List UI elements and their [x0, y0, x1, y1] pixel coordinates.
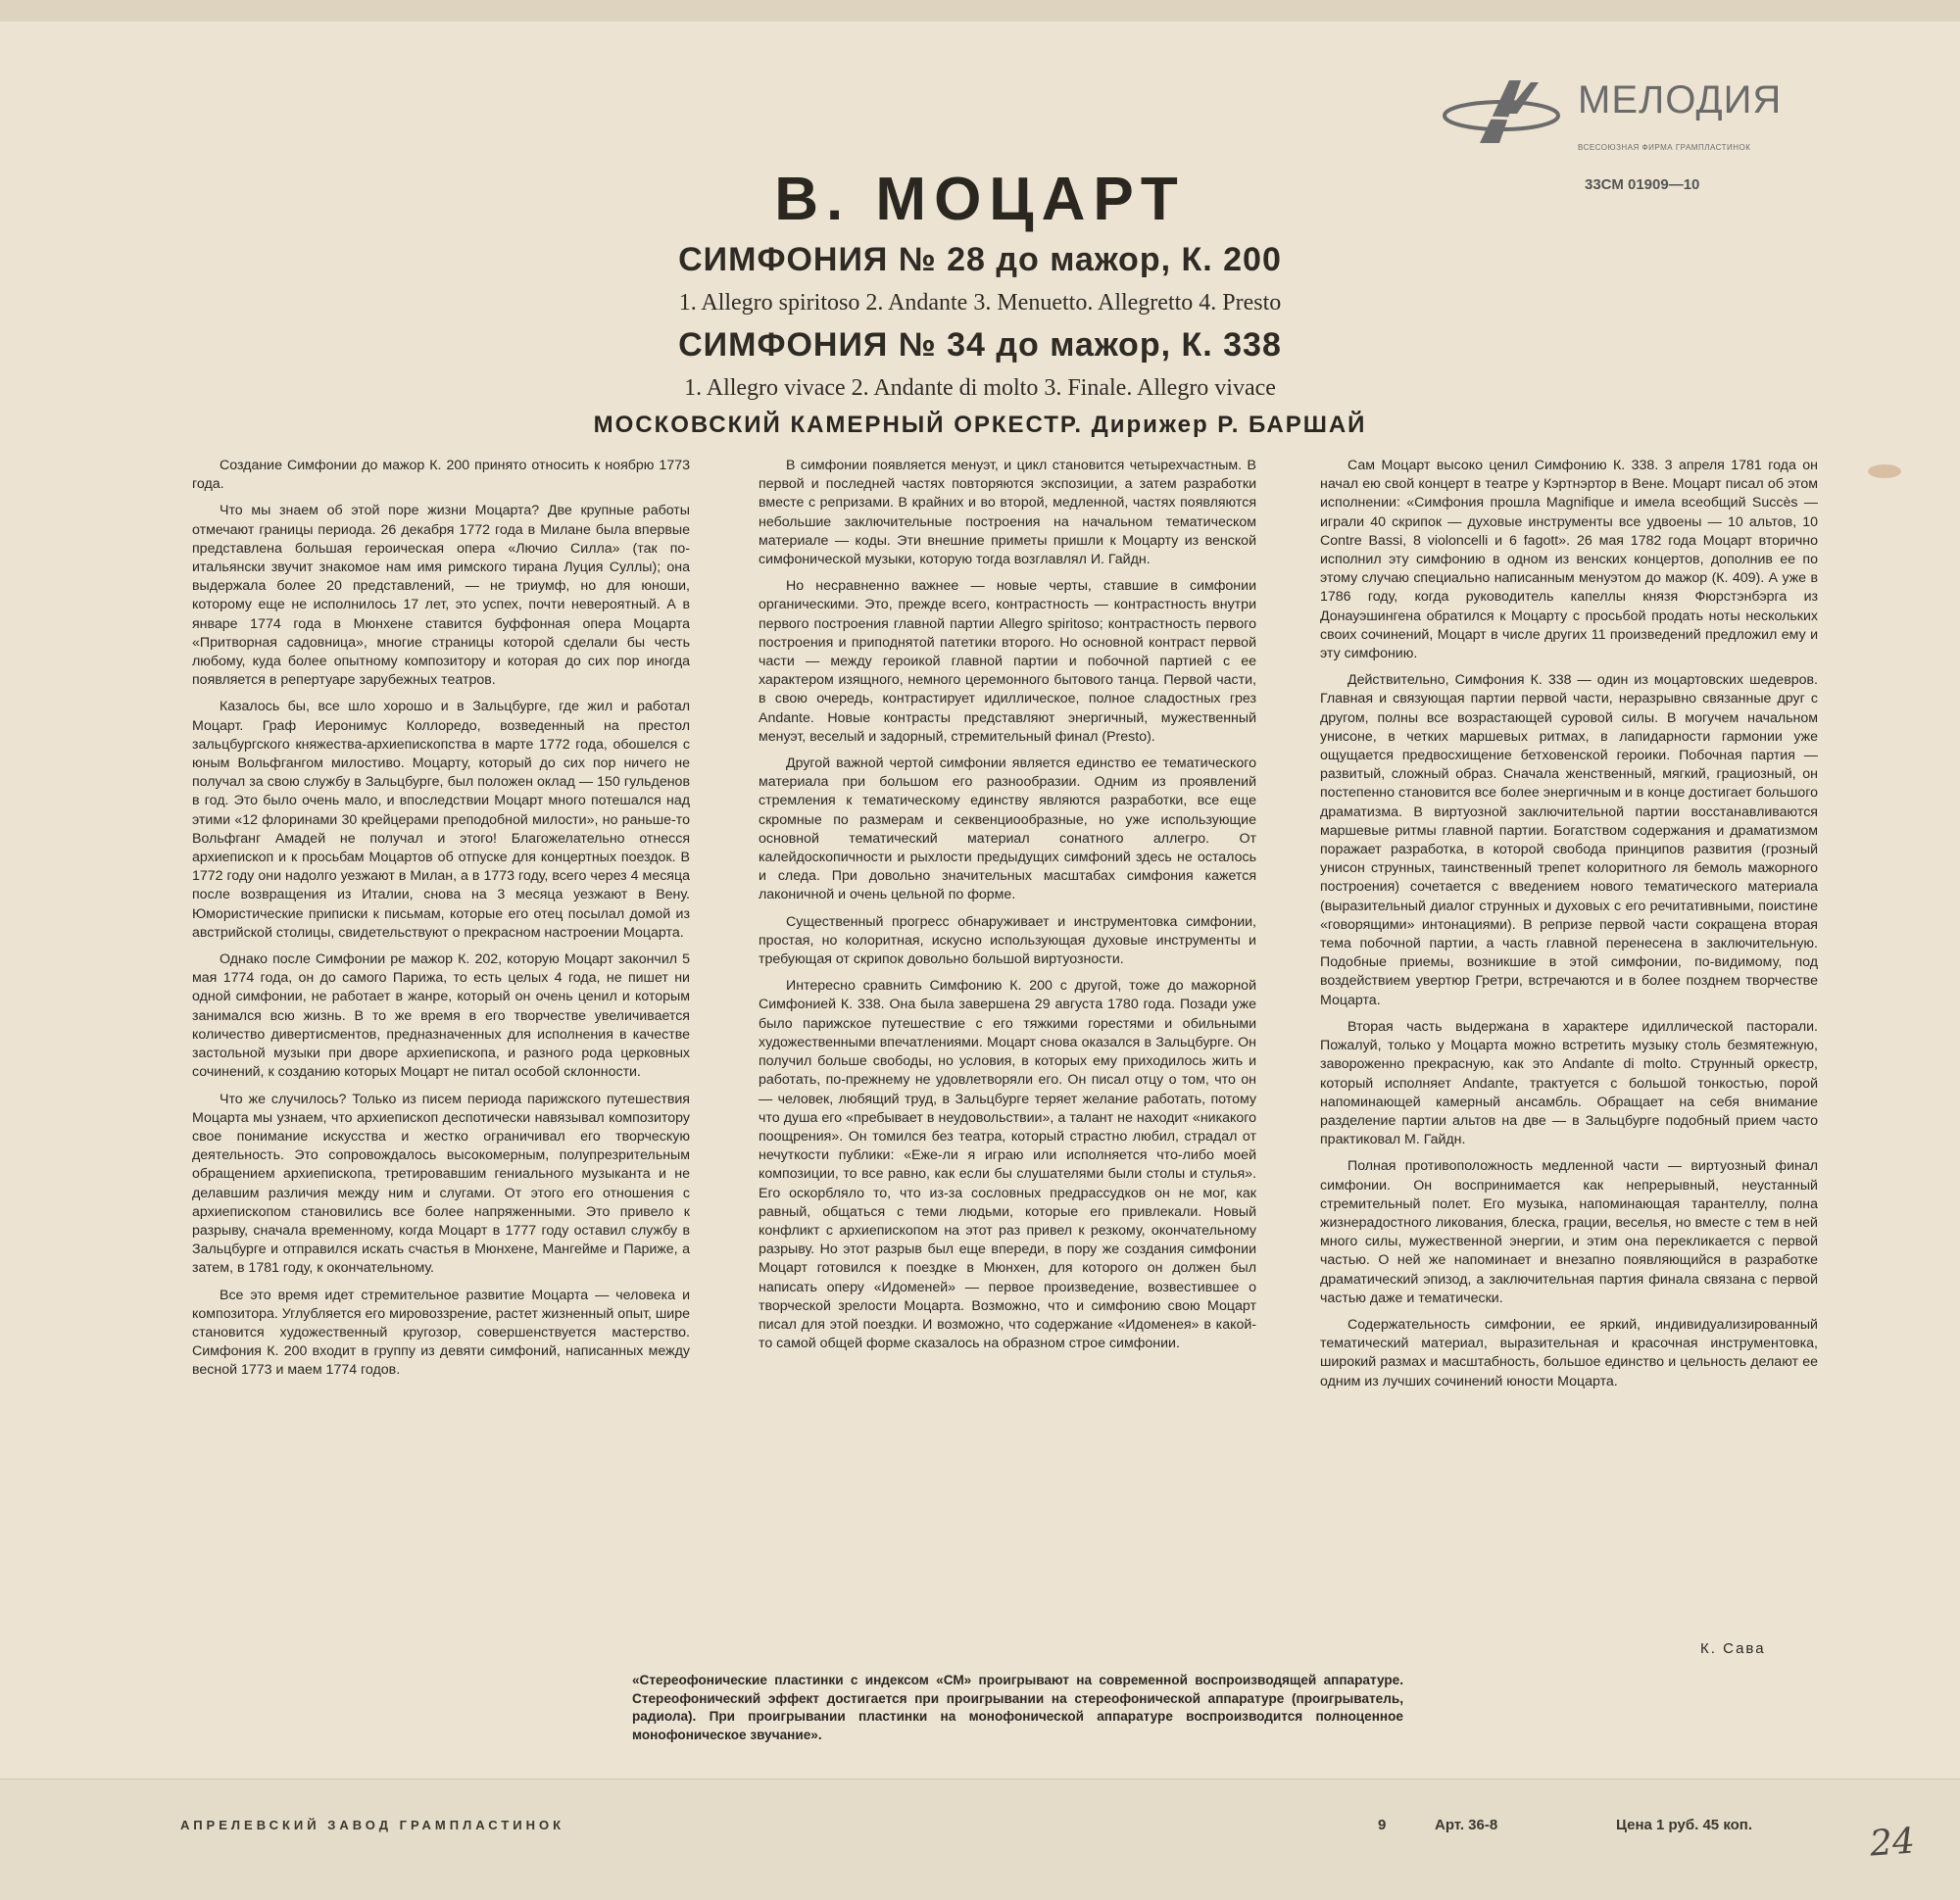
paragraph: Существенный прогресс обнаруживает и инструментовка симфонии, простая, но колоритная, искусно использующая духовые инструменты и требующая от скрипок довольно большой виртуозности.	[759, 913, 1256, 968]
paragraph: Содержательность симфонии, ее яркий, индивидуализированный тематический материал, выразительная и красочная инструментовка, широкий размах и масштабность, большое единство и цельность делают ее одним из лучших сочинений юности Моцарта.	[1320, 1316, 1818, 1389]
sleeve-top-edge	[0, 0, 1960, 22]
melodiya-emblem-icon	[1441, 74, 1578, 153]
stereo-note: «Стереофонические пластинки с индексом «СМ» проигрывают на современной воспроизводящей аппаратуре. Стереофонический эффект достигается при проигрывании на стереофонической аппаратуре (проигрыватель, радиола). При проигрывании пластинки на монофонической аппаратуре воспроизводится полноценное монофоническое звучание».	[632, 1673, 1403, 1742]
catalog-number: 33СМ 01909—10	[1585, 176, 1700, 193]
handwritten-mark: 24	[1868, 1821, 1917, 1865]
price-label: Цена 1 руб. 45 коп.	[1616, 1817, 1753, 1833]
plant-name: АПРЕЛЕВСКИЙ ЗАВОД ГРАМПЛАСТИНОК	[180, 1818, 565, 1832]
paragraph: Другой важной чертой симфонии является единство ее тематического материала при большом его разнообразии. Одним из проявлений стремления к тематическому единству являются разработки, все еще скромные по размерам и секвенциообразные, но уже использующие основной тематический материал сонатного аллегро. От калейдоскопичности и рыхлости предыдущих симфоний здесь не осталось и следа. При довольно значительных масштабах симфония кажется лаконичной и очень цельной по форме.	[759, 755, 1256, 903]
paragraph: Создание Симфонии до мажор К. 200 принято относить к ноябрю 1773 года.	[192, 458, 690, 493]
paragraph: Что же случилось? Только из писем периода парижского путешествия Моцарта мы узнаем, что архиепископ деспотически навязывал композитору свое понимание искусства и жестко ограничивал его творческую деятельность. Это сопровождалось высокомерным, полупрезрительным обращением архиепископа, третировавшим гениального музыканта и не делавшим различия между ним и слугами. От этого его отношения с архиепископом становились все более напряженными. Это привело к разрыву, сначала временному, когда Моцарт в 1777 году оставил службу в Зальцбурге и отправился искать счастья в Мюнхене, Мангейме и Париже, а затем, в 1781 году, к окончательному.	[192, 1091, 690, 1277]
paragraph: Сам Моцарт высоко ценил Симфонию К. 338. 3 апреля 1781 года он начал ею свой концерт в театре у Кэртнэртор в Вене. Моцарт писал об этом исполнении: «Симфония прошла Magnifique и имела всеобщий Succès — играли 40 скрипок — духовые инструменты все удвоены — 10 альтов, 10 Contre Bassi, 8 violoncelli и 6 fagott». 26 мая 1782 года Моцарт вторично исполнил эту симфонию в одном из венских концертов, дополнив ее по этому случаю специально написанным менуэтом до мажор (К. 409). А уже в 1786 году, когда руководитель капеллы князя Фюрстэнбэрга из Донауэшингена обратился к Моцарту с просьбой продать ноты нескольких своих сочинений, Моцарт в числе других 11 произведений предложил ему и эту симфонию.	[1320, 458, 1818, 662]
performers-line: МОСКОВСКИЙ КАМЕРНЫЙ ОРКЕСТР. Дирижер Р. БАРШАЙ	[593, 412, 1367, 438]
composer-title: В. МОЦАРТ	[774, 166, 1186, 233]
paragraph: Полная противоположность медленной части — виртуозный финал симфонии. Он воспринимается как непрерывный, неустанный стремительный полет. Его музыка, напоминающая тарантеллу, полна жизнерадостного ликования, блеска, грации, веселья, но вместе с тем в ней много силы, мужественной энергии, и этим она перекликается с первой частью. О ней же напоминает и внезапно появляющийся в разработке драматический эпизод, а заключительная партия финала связана с первой частью даже и тематически.	[1320, 1158, 1818, 1306]
paragraph: Однако после Симфонии ре мажор К. 202, которую Моцарт закончил 5 мая 1774 года, он до самого Парижа, то есть целых 4 года, не пишет ни одной симфонии, не работает в жанре, который он очень ценил и которым занимался всю жизнь. В то же время в его творчестве увеличивается количество дивертисментов, предназначенных для исполнения в качестве застольной музыки при дворе архиепископа, и разного рода церковных сочинений, к созданию которых Моцарт не питал особой склонности.	[192, 951, 690, 1081]
article-number: Арт. 36-8	[1435, 1817, 1498, 1833]
paragraph: Интересно сравнить Симфонию К. 200 с другой, тоже до мажорной Симфонией К. 338. Она была завершена 29 августа 1780 года. Позади уже было парижское путешествие с его тяжкими горестями и обильными художественными впечатлениями. Моцарт снова оказался в Зальцбурге. Он получил больше свободы, но условия, в которых ему приходилось жить и работать, по-прежнему не удовлетворяли его. Он писал отцу о том, что он — человек, любящий труд, в Зальцбурге теряет желание работать, потому что душа его «пребывает в неудовольствии», а талант не находит «никакого поощрения». Он томился без театра, который страстно любил, страдал от нечуткости публики: «Еже-ли я играю или исполняется что-либо моей композиции, то все равно, как если бы слушателями были столы и стулья». Его оскорбляло то, что из-за сословных предрассудков он не мог, как равный, общаться с теми людьми, которые его привлекали. Новый конфликт с архиепископом на этот раз привел к резкому, окончательному разрыву. Но этот разрыв был еще впереди, в пору же создания симфонии Моцарт готовился к поездке в Мюнхен, для которого он должен был написать оперу «Идоменей» — первое произведение, возвестившее о творческой зрелости Моцарта. Возможно, что и симфонию свою Моцарт писал для этой поездки. И возможно, что содержание «Идоменея» в какой-то самой общей форме сказалось на образном строе симфонии.	[759, 978, 1256, 1352]
logo-name: МЕЛОДИЯ	[1578, 78, 1783, 122]
paragraph: В симфонии появляется менуэт, и цикл становится четырехчастным. В первой и последней частях повторяются экспозиции, а затем разработки вместе с репризами. В крайних и во второй, медленной, частях появляются небольшие заключительные построения на начальном тематическом материале — коды. Эти внешние приметы пришли к Моцарту из венской симфонической музыки, которую тогда возглавлял И. Гайдн.	[759, 458, 1256, 568]
paragraph: Что мы знаем об этой поре жизни Моцарта? Две крупные работы отмечают границы периода. 26 декабря 1772 года в Милане была впервые представлена большая героическая опера «Лючио Силла» (так по-итальянски звучит знакомое нам имя римского тирана Луция Суллы); она выдержала более 20 представлений, — не триумф, но для юноши, которому еще не исполнилось 17 лет, это успех, почти невероятный. А в январе 1774 года в Мюнхене ставится буффонная опера Моцарта «Притворная садовница», многие страницы которой сделали бы честь любому, куда более опытному композитору и которая до сих пор иногда появляется в репертуаре зарубежных театров.	[192, 503, 690, 689]
paper-stain	[1868, 464, 1901, 478]
symphony-28-movements: 1. Allegro spiritoso 2. Andante 3. Menuetto. Allegretto 4. Presto	[678, 290, 1282, 316]
paragraph: Вторая часть выдержана в характере идиллической пасторали. Пожалуй, только у Моцарта можно встретить музыку столь безмятежную, завороженно прекрасную, как это Andante di molto. Струнный оркестр, который исполняет Andante, трактуется с большой тонкостью, порой напоминающей камерный ансамбль. Обращает на себя внимание разделение партии альтов на две — в Зальцбурге подобный прием часто практиковал М. Гайдн.	[1320, 1018, 1818, 1148]
sleeve-bottom-strip	[0, 1778, 1960, 1900]
text-column-1	[192, 457, 690, 1667]
footer-number: 9	[1378, 1817, 1387, 1833]
symphony-34-movements: 1. Allegro vivace 2. Andante di molto 3. Finale. Allegro vivace	[684, 375, 1276, 401]
text-column-3	[1320, 457, 1818, 1667]
logo-subtitle: ВСЕСОЮЗНАЯ ФИРМА ГРАМПЛАСТИНОК	[1578, 143, 1751, 152]
author-signature: К. Сава	[1700, 1640, 1766, 1657]
paragraph: Все это время идет стремительное развитие Моцарта — человека и композитора. Углубляется его мировоззрение, растет жизненный опыт, шире становится художественный кругозор, совершенствуется мастерство. Симфония К. 200 входит в группу из девяти симфоний, написанных между весной 1773 и маем 1774 годов.	[192, 1287, 690, 1379]
paragraph: Действительно, Симфония К. 338 — один из моцартовских шедевров. Главная и связующая партии первой части, неразрывно связанные друг с другом, полны все возрастающей суровой силы. В могучем начальном унисоне, в четких маршевых ритмах, в лапидарности гармонии уже ощущается предвосхищение бетховенской героики. Побочная партия — развитый, сложный образ. Сначала женственный, мягкий, грациозный, он постепенно становится все более энергичным и в конце достигает большого драматизма. В виртуозной заключительной партии восстанавливаются маршевые ритмы главной партии. Богатством содержания и драматизмом поражает разработка, в которой свобода принципов развития (грозный унисон струнных, таинственный трепет колоритного ля бемоль мажорного построения) сочетается с введением нового тематического материала (выразительный диалог струнных и духовых с его речитативными, поистине «говорящими» интонациями). В репризе первой части сокращена вторая тема побочной партии, а часть главной перенесена в заключительную. Подобные приемы, возникшие в этой симфонии, по-видимому, под воздействием увертюр Гретри, встречаются и в более позднем творчестве Моцарта.	[1320, 672, 1818, 1008]
symphony-34-title: СИМФОНИЯ № 34 до мажор, К. 338	[678, 326, 1282, 364]
melodiya-logo	[1441, 74, 1783, 153]
symphony-28-title: СИМФОНИЯ № 28 до мажор, К. 200	[678, 241, 1282, 278]
paragraph: Но несравненно важнее — новые черты, ставшие в симфонии органическими. Это, прежде всего, контрастность — контрастность внутри первого построения главной партии Allegro spiritoso; контрастность первого построения и приподнятой патетики второго. Но основной контраст первой части — между героикой главной партии и побочной партией с ее характером изящного, немного церемонного бытового танца. Первой части, в свою очередь, контрастирует идиллическое, полное сладостных грез Andante. Новые контрасты представляют энергичный, мужественный менуэт, веселый и задорный, стремительный финал (Presto).	[759, 578, 1256, 745]
paragraph: Казалось бы, все шло хорошо и в Зальцбурге, где жил и работал Моцарт. Граф Иеронимус Коллоредо, возведенный на престол зальцбургского княжества-архиепископства в марте 1772 года, обошелся с юным Вольфгангом милостиво. Моцарту, который до сих пор ничего не получал за свою службу в Зальцбурге, был положен оклад — 150 гульденов в год. Это было очень мало, и впоследствии Моцарт много потешался над этими «12 флоринами 30 крейцерами преподобной милости», но раньше-то Вольфганг Амадей не получал и этого! Благожелательно отнесся архиепископ и к просьбам Моцартов об отпуске для концертных поездок. В 1772 году они надолго уезжают в Милан, а в 1773 году, всего через 4 месяца после возвращения из Италии, снова на 3 месяца уезжают в Вену. Юмористические приписки к письмам, которые его отец посылал домой из австрийской столицы, свидетельствуют о прекрасном настроении Моцарта.	[192, 699, 690, 941]
text-column-2	[759, 457, 1256, 1667]
